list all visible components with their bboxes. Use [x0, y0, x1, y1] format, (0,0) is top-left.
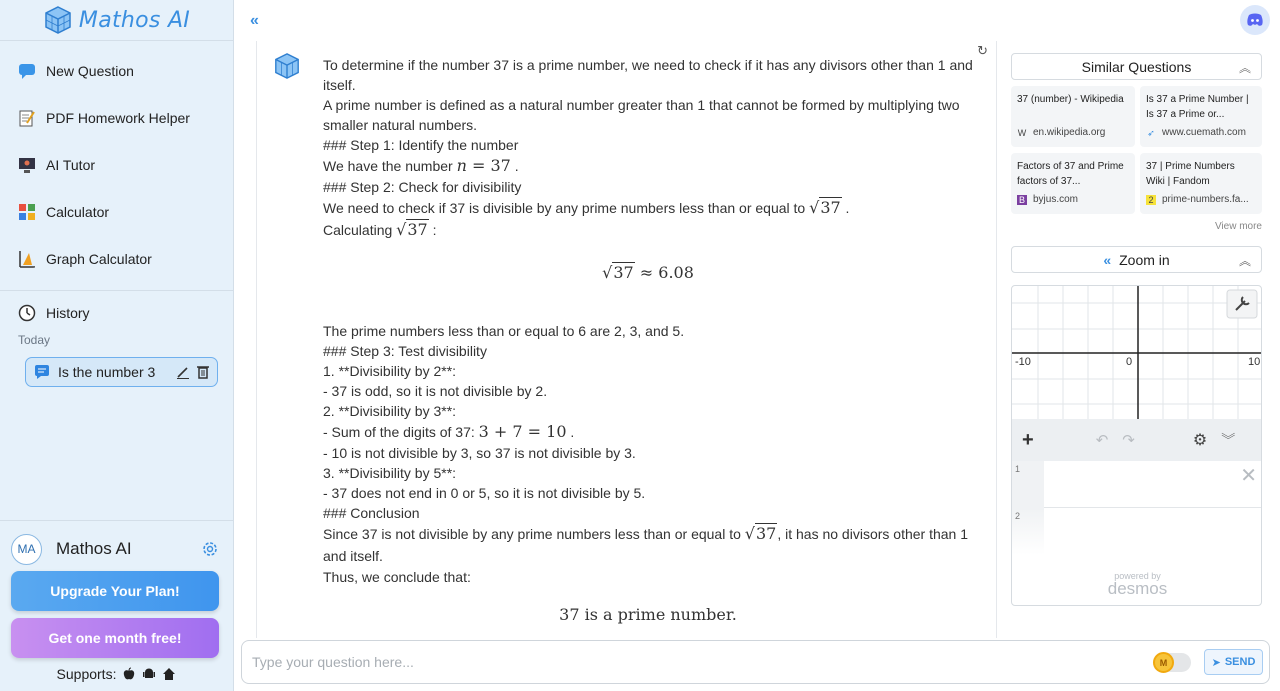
- collapse-list-icon[interactable]: ︾: [1221, 432, 1236, 448]
- sidebar-footer: [0, 520, 233, 691]
- final-statement: 37 is a prime number.: [559, 605, 737, 624]
- question-input-bar: [241, 640, 1270, 684]
- settings-gear-icon[interactable]: ⚙: [1192, 432, 1208, 449]
- home-icon[interactable]: [162, 667, 176, 681]
- user-name: Mathos AI: [56, 539, 132, 558]
- sqrt-37: √37: [602, 263, 634, 282]
- discord-button[interactable]: [1240, 5, 1270, 35]
- div2-body: - 37 is odd, so it is not divisible by 2.: [323, 383, 548, 399]
- step-2-heading: ### Step 2: Check for divisibility: [323, 179, 522, 195]
- sqrt-radicand: 37: [820, 198, 841, 217]
- upgrade-plan-button[interactable]: Upgrade Your Plan!: [11, 571, 219, 611]
- similar-questions-header[interactable]: [1011, 53, 1262, 80]
- conclusion-heading: ### Conclusion: [323, 505, 420, 521]
- card-source: [1017, 192, 1129, 207]
- sqrt-37: √37: [396, 220, 428, 239]
- similar-question-card[interactable]: [1011, 86, 1135, 147]
- trash-icon[interactable]: [195, 364, 211, 380]
- app-name: Mathos AI: [78, 7, 191, 33]
- history-item-actions: [175, 364, 211, 380]
- since-suffix: , it has no divisors other than 1 and itself.: [323, 526, 969, 564]
- expression-index: 2: [1012, 508, 1044, 555]
- history-group-today: Today: [18, 333, 51, 347]
- zoom-in-label: Zoom in: [1119, 251, 1170, 268]
- step-3-heading: ### Step 3: Test divisibility: [323, 343, 487, 359]
- since-line: [323, 523, 973, 567]
- check-line: We need to check if 37 is divisible by any prime numbers less than or equal to √37 .: [323, 198, 850, 217]
- graph-canvas[interactable]: [1012, 286, 1262, 419]
- calculating-line: Calculating √37 :: [323, 220, 437, 239]
- div5-body: - 37 does not end in 0 or 5, so it is not divisible by 5.: [323, 485, 646, 501]
- graph-ruler-icon: [18, 250, 36, 268]
- send-arrow-icon: ➤: [1211, 656, 1221, 669]
- collapse-up-icon[interactable]: ︽: [1238, 254, 1251, 268]
- history-clock-icon: [18, 304, 36, 322]
- message-icon: [34, 364, 50, 380]
- card-title: Factors of 37 and Prime factors of 37...: [1017, 161, 1124, 187]
- edit-pencil-icon[interactable]: [175, 364, 191, 380]
- div3-title: 2. **Divisibility by 3**:: [323, 403, 457, 419]
- send-label: SEND: [1224, 656, 1256, 668]
- card-source: [1017, 125, 1129, 140]
- sqrt-37: √37: [744, 524, 777, 543]
- tutor-screen-icon: [18, 156, 36, 174]
- card-source-label: en.wikipedia.org: [1033, 127, 1106, 138]
- history-item-label: Is the number 3: [58, 364, 156, 380]
- card-title: 37 (number) - Wikipedia: [1017, 94, 1124, 105]
- sidebar-item-label: New Question: [46, 62, 134, 79]
- graph-toolbar: [1012, 419, 1262, 461]
- div3-body: - 10 is not divisible by 3, so 37 is not divisible by 3.: [323, 445, 636, 461]
- sqrt-radicand: 37: [755, 524, 777, 543]
- similar-question-card[interactable]: [1140, 86, 1262, 147]
- history-header[interactable]: [0, 291, 233, 335]
- chat-panel: [256, 41, 997, 638]
- view-more-link[interactable]: View more: [1214, 221, 1262, 232]
- div3-sum-line: - Sum of the digits of 37: 3 + 7 = 10 .: [323, 422, 575, 441]
- card-source: [1146, 125, 1256, 140]
- mode-toggle[interactable]: [1153, 653, 1191, 672]
- sidebar-item-new-question[interactable]: [0, 47, 233, 94]
- history-item[interactable]: [25, 357, 218, 387]
- desmos-branding: [1012, 571, 1262, 599]
- math-var-n: n: [456, 156, 467, 175]
- powered-by-label: powered by: [1114, 571, 1161, 581]
- calculating-label: Calculating: [323, 222, 393, 238]
- mathos-bot-icon: [273, 52, 301, 80]
- wikipedia-icon: W: [1017, 127, 1027, 138]
- sidebar-item-calculator[interactable]: [0, 188, 233, 235]
- coin-icon: M: [1153, 652, 1174, 673]
- cube-logo-icon: [43, 5, 73, 35]
- div3-sum-prefix: - Sum of the digits of 37:: [323, 424, 475, 440]
- delete-expression-icon[interactable]: ✕: [1240, 465, 1257, 487]
- div2-title: 1. **Divisibility by 2**:: [323, 363, 457, 379]
- sidebar-item-label: Calculator: [46, 203, 110, 220]
- right-panel: [998, 41, 1280, 638]
- have-number-line: We have the number n = 37 .: [323, 156, 519, 175]
- desmos-graph[interactable]: [1011, 285, 1262, 606]
- similar-questions-title: Similar Questions: [1081, 58, 1192, 75]
- sidebar-nav: [0, 41, 233, 282]
- sidebar-item-pdf-homework-helper[interactable]: [0, 94, 233, 141]
- regenerate-icon[interactable]: ↻: [977, 43, 988, 58]
- card-title: 37 | Prime Numbers Wiki | Fandom: [1146, 161, 1235, 187]
- user-row: [0, 521, 233, 577]
- x-axis-min-label: -10: [1015, 356, 1031, 368]
- byjus-icon: B: [1018, 194, 1025, 205]
- x-axis-zero-label: 0: [1126, 356, 1133, 368]
- discord-icon: [1246, 13, 1264, 27]
- div5-title: 3. **Divisibility by 5**:: [323, 465, 457, 481]
- since-prefix: Since 37 is not divisible by any prime numbers less than or equal to: [323, 526, 741, 542]
- send-button[interactable]: [1204, 649, 1263, 675]
- collapse-sidebar-icon[interactable]: «: [250, 12, 259, 29]
- add-expression-button[interactable]: +: [1022, 428, 1034, 451]
- document-pen-icon: [18, 109, 36, 127]
- expression-index: 1: [1012, 461, 1044, 508]
- sidebar-item-label: Graph Calculator: [46, 250, 152, 267]
- undo-icon[interactable]: ↶: [1095, 432, 1109, 449]
- question-input[interactable]: [252, 652, 1132, 672]
- expand-left-icon[interactable]: «: [1103, 251, 1112, 268]
- sqrt-radicand: 37: [407, 220, 428, 239]
- answer-text: [323, 55, 973, 625]
- supported-platforms: [0, 666, 233, 682]
- card-source-label: www.cuemath.com: [1162, 127, 1246, 138]
- calculator-icon: [18, 203, 36, 221]
- fandom-icon: 2: [1146, 195, 1156, 205]
- top-bar: [234, 0, 1280, 41]
- x-axis-max-label: 10: [1248, 356, 1261, 368]
- sqrt-approx-display: [323, 263, 973, 283]
- supports-label: Supports:: [56, 666, 117, 682]
- app-logo[interactable]: [0, 0, 233, 41]
- sidebar-item-graph-calculator[interactable]: [0, 235, 233, 282]
- sqrt-37: √37: [809, 198, 841, 217]
- free-month-button[interactable]: Get one month free!: [11, 618, 219, 658]
- apple-icon[interactable]: [122, 667, 136, 681]
- approx-value: ≈ 6.08: [639, 263, 694, 282]
- thus-line: Thus, we conclude that:: [323, 569, 471, 585]
- sidebar-item-ai-tutor[interactable]: [0, 141, 233, 188]
- similar-questions-list: [1011, 86, 1262, 214]
- answer-intro-1: To determine if the number 37 is a prime number, we need to check if it has any divisors other than 1 and itself.: [323, 57, 973, 93]
- check-prefix: We need to check if 37 is divisible by any prime numbers less than or equal to: [323, 200, 806, 216]
- sqrt-radicand: 37: [613, 263, 634, 282]
- desmos-logo: desmos: [1107, 579, 1168, 598]
- step-1-heading: ### Step 1: Identify the number: [323, 137, 519, 153]
- gear-icon[interactable]: [201, 540, 219, 558]
- expression-row[interactable]: [1012, 461, 1262, 508]
- collapse-up-icon[interactable]: ︽: [1238, 61, 1251, 75]
- answer-intro-2: A prime number is defined as a natural number greater than 1 that cannot be formed by multiplying two smaller natural numbers.: [323, 97, 960, 133]
- card-source-label: prime-numbers.fa...: [1162, 194, 1249, 205]
- card-source: [1146, 192, 1256, 207]
- redo-icon[interactable]: ↷: [1122, 432, 1135, 449]
- sidebar-item-label: PDF Homework Helper: [46, 109, 190, 126]
- history-label: History: [46, 305, 90, 321]
- card-title: Is 37 a Prime Number | Is 37 a Prime or...: [1146, 94, 1249, 120]
- similar-question-card[interactable]: [1140, 153, 1262, 214]
- math-eq-37: = 37: [466, 156, 511, 175]
- avatar[interactable]: MA: [11, 534, 42, 565]
- primes-line: The prime numbers less than or equal to 6 are 2, 3, and 5.: [323, 323, 685, 339]
- div3-sum-math: 3 + 7 = 10: [478, 422, 567, 441]
- android-icon[interactable]: [142, 667, 156, 681]
- sidebar: [0, 0, 234, 691]
- have-number-prefix: We have the number: [323, 158, 453, 174]
- chat-bubble-icon: [18, 62, 36, 80]
- sidebar-item-label: AI Tutor: [46, 156, 96, 173]
- expression-row[interactable]: [1012, 508, 1262, 555]
- graph-header[interactable]: [1011, 246, 1262, 273]
- rocket-icon: ➶: [1147, 127, 1155, 138]
- card-source-label: byjus.com: [1033, 194, 1079, 205]
- similar-question-card[interactable]: [1011, 153, 1135, 214]
